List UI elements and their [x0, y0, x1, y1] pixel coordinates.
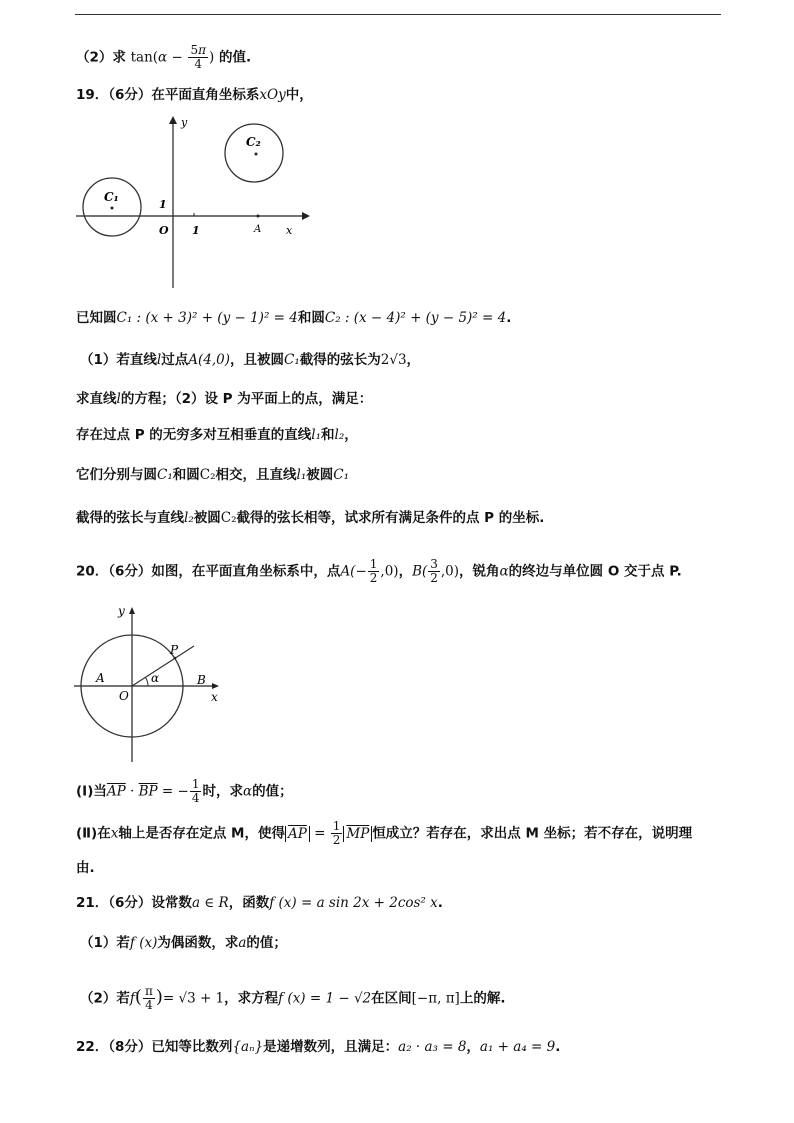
fig2-x-label: x	[211, 690, 218, 704]
circle-c2	[225, 124, 283, 182]
fig2-y-label: y	[118, 604, 125, 618]
fig2-p-label: P	[170, 643, 179, 657]
q21-part2: （2）若f( $\frac{\pi}{4}$ )= √3 + 1，求方程f (x) = 1 − √2在区间[−π, π]上的解.	[80, 984, 506, 1012]
fig1-origin-label: O	[159, 224, 169, 237]
q19-part2-a: 存在过点 P 的无穷多对互相垂直的直线l₁和l₂，	[76, 427, 358, 443]
circle-c2-center	[255, 153, 258, 156]
circle-c1-center	[111, 207, 114, 210]
fig2-b-label: B	[197, 673, 206, 687]
fig1-x-label: x	[286, 224, 293, 237]
q20-part1: (Ⅰ)当$\overline{AP} \cdot \overline{BP}$ = − $\frac{1}{4}$ 时，求α的值；	[76, 777, 293, 805]
q20-part2: (Ⅱ)在x轴上是否存在定点 M，使得 $\overline{AP}$ = $\frac{1}{2}$ $\overline{MP}$ 恒成立？若存在，求出点 M 坐标；若不存在，说明理	[76, 819, 693, 847]
header-rule	[75, 14, 721, 15]
fig1-c2-label: C₂	[246, 135, 261, 149]
q18-part2: （2）求 tan(α − $\frac{5\pi}{4}$ ) 的值.	[76, 43, 252, 71]
point-a	[257, 215, 260, 218]
figure-unit-circle	[72, 602, 232, 764]
fig1-a-label: A	[254, 224, 262, 235]
fig1-tick1-x: 1	[192, 224, 200, 237]
angle-arc	[145, 677, 148, 686]
fig2-a-label: A	[96, 671, 105, 685]
q19-part2-b: 它们分别与圆C₁和圆C₂相交，且直线l₁被圆C₁	[76, 467, 349, 483]
q20-header: 20．（6分）如图，在平面直角坐标系中，点A(− $\frac{1}{2}$ ,0)，B( $\frac{3}{2}$ ,0)，锐角α的终边与单位圆 O 交于点 P.	[76, 557, 682, 585]
q20-part2-cont: 由.	[76, 860, 95, 876]
q19-part1: （1）若直线l过点A(4,0)，且被圆C₁截得的弦长为2√3，	[80, 352, 421, 368]
q22-header: 22．（8分）已知等比数列{aₙ}是递增数列，且满足：a₂ · a₃ = 8，a₁ + a₄ = 9.	[76, 1039, 561, 1055]
fig1-x-arrow	[302, 212, 310, 220]
fig1-tick1-y: 1	[159, 198, 167, 211]
fig1-c1-label: C₁	[104, 190, 119, 204]
terminal-ray	[132, 646, 194, 686]
q21-header: 21．（6分）设常数a ∈ R，函数f (x) = a sin 2x + 2cos² x.	[76, 895, 443, 911]
fig2-alpha-label: α	[151, 671, 160, 685]
fig2-y-arrow	[129, 607, 135, 614]
q18-fraction: $\frac{5\pi}{4}$	[190, 43, 207, 71]
q19-known: 已知圆C₁ : (x + 3)² + (y − 1)² = 4和圆C₂ : (x − 4)² + (y − 5)² = 4.	[76, 310, 512, 326]
figure-two-circles	[74, 112, 314, 292]
q19-part2-c: 截得的弦长与直线l₂被圆C₂截得的弦长相等，试求所有满足条件的点 P 的坐标.	[76, 510, 545, 526]
fig2-x-arrow	[212, 683, 219, 689]
point-p	[174, 657, 177, 660]
q21-part1: （1）若f (x)为偶函数，求a的值；	[80, 935, 287, 951]
fig2-origin-label: O	[119, 689, 129, 703]
q19-part1-cont: 求直线l的方程；（2）设 P 为平面上的点，满足：	[76, 391, 373, 407]
fig1-y-label: y	[181, 116, 188, 129]
q19-header: 19．（6分）在平面直角坐标系xOy中，	[76, 87, 313, 103]
fig1-y-arrow	[169, 116, 177, 124]
